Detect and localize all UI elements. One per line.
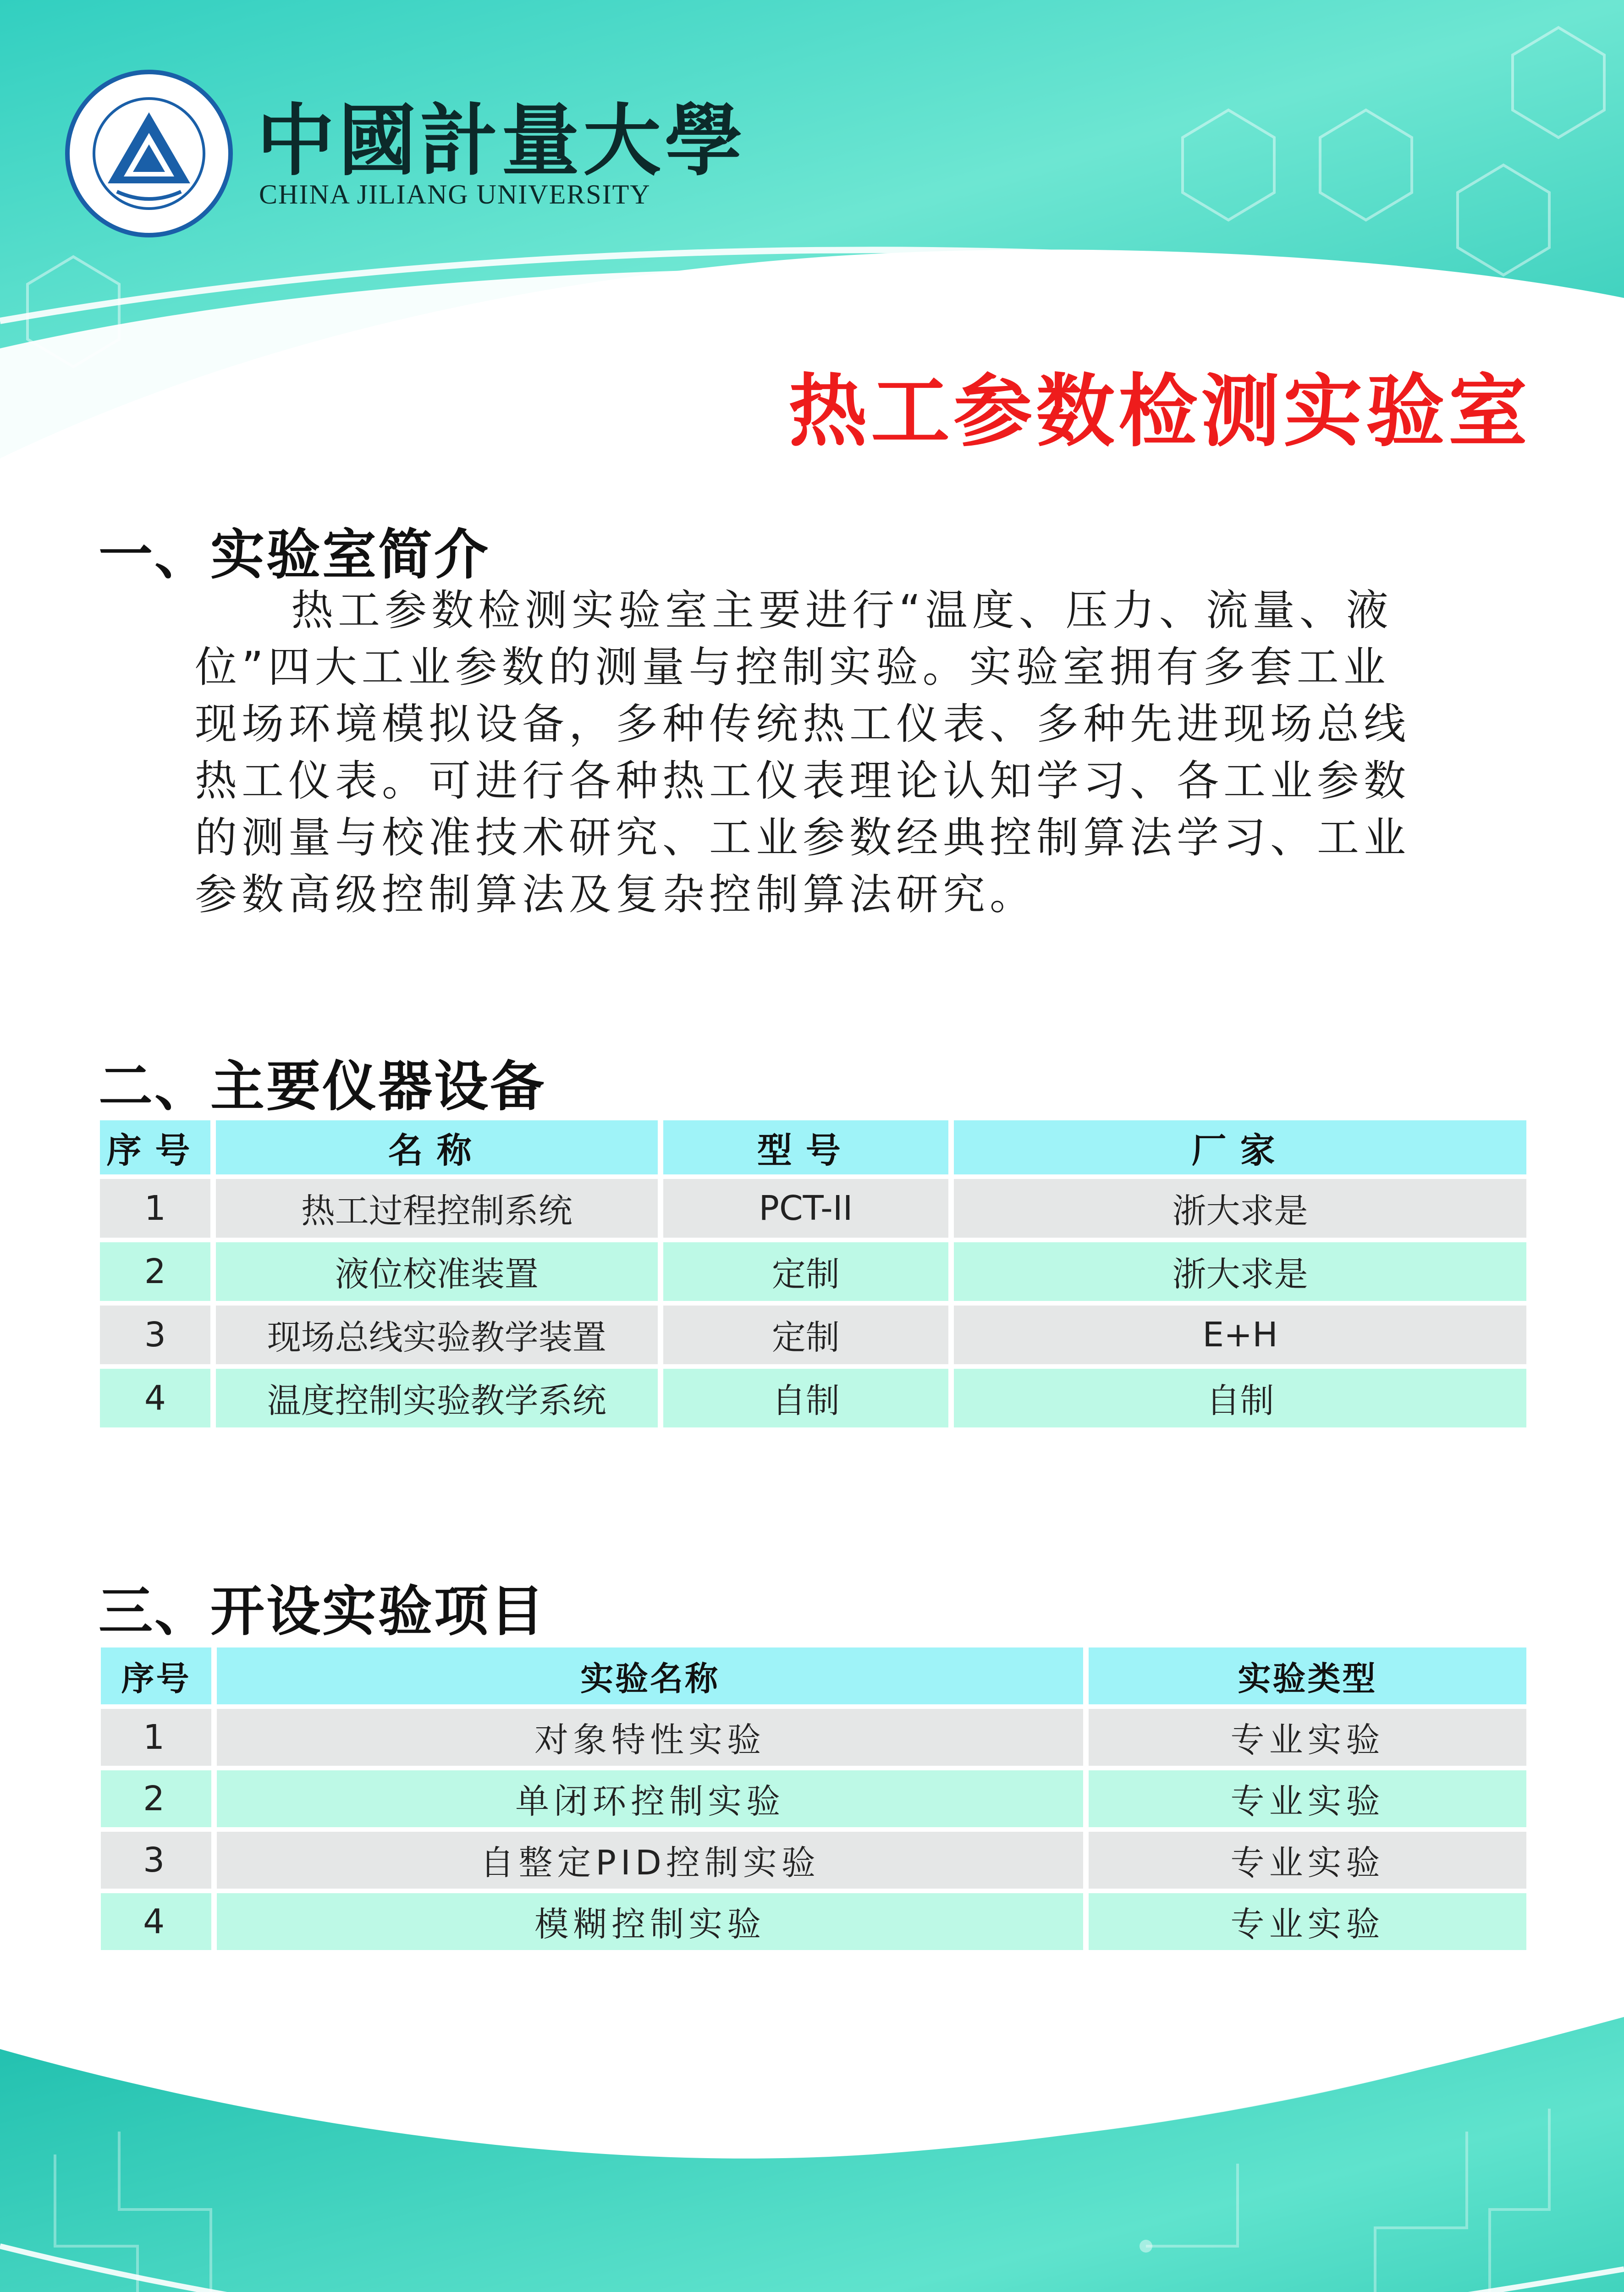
cell-model: PCT-II <box>663 1179 948 1238</box>
cell-index: 1 <box>101 1709 211 1766</box>
cell-experiment-name: 自整定PID控制实验 <box>217 1832 1083 1889</box>
cell-index: 4 <box>101 1893 211 1950</box>
equipment-table <box>94 1116 1532 1432</box>
col-header-experiment-type: 实验类型 <box>1089 1647 1526 1704</box>
experiments-table <box>95 1643 1532 1955</box>
table-row <box>101 1770 1526 1827</box>
cell-experiment-name: 对象特性实验 <box>217 1709 1083 1766</box>
cell-name: 液位校准装置 <box>216 1242 658 1301</box>
col-header-maker: 厂家 <box>954 1120 1526 1174</box>
cell-index: 4 <box>100 1369 210 1427</box>
cell-experiment-name: 模糊控制实验 <box>217 1893 1083 1950</box>
table-row <box>100 1242 1526 1301</box>
cell-experiment-type: 专业实验 <box>1089 1709 1526 1766</box>
cell-maker: 浙大求是 <box>954 1179 1526 1238</box>
cell-experiment-type: 专业实验 <box>1089 1832 1526 1889</box>
table-row <box>101 1893 1526 1950</box>
intro-body: 热工参数检测实验室主要进行“温度、压力、流量、液位”四大工业参数的测量与控制实验。实验室拥有多套工业现场环境模拟设备，多种传统热工仪表、多种先进现场总线热工仪表。可进行各种热工仪表理论认知学习、各工业参数的测量与校准技术研究、工业参数经典控制算法学习、工业参数高级控制算法及复杂控制算法研究。 <box>195 586 1411 919</box>
cell-index: 2 <box>101 1770 211 1827</box>
cell-maker: 自制 <box>954 1369 1526 1427</box>
cell-name: 现场总线实验教学装置 <box>216 1306 658 1364</box>
table-row <box>101 1832 1526 1889</box>
cell-index: 2 <box>100 1242 210 1301</box>
table-header-row <box>101 1647 1526 1704</box>
page-title: 热工参数检测实验室 <box>788 365 1531 457</box>
cell-model: 定制 <box>663 1306 948 1364</box>
cell-model: 定制 <box>663 1242 948 1301</box>
intro-heading: 一、实验室简介 <box>99 523 490 586</box>
cell-name: 热工过程控制系统 <box>216 1179 658 1238</box>
university-name-en: CHINA JILIANG UNIVERSITY <box>259 179 651 209</box>
table-header-row <box>100 1120 1526 1174</box>
table-row <box>100 1306 1526 1364</box>
col-header-index: 序号 <box>100 1120 210 1174</box>
equipment-heading: 二、主要仪器设备 <box>99 1055 546 1118</box>
cell-index: 3 <box>100 1306 210 1364</box>
col-header-name: 名称 <box>216 1120 658 1174</box>
cell-name: 温度控制实验教学系统 <box>216 1369 658 1427</box>
university-name-cn: 中國計量大學 <box>257 95 747 187</box>
cell-maker: E+H <box>954 1306 1526 1364</box>
col-header-experiment-name: 实验名称 <box>217 1647 1083 1704</box>
table-row <box>100 1179 1526 1238</box>
cell-index: 1 <box>100 1179 210 1238</box>
cell-model: 自制 <box>663 1369 948 1427</box>
table-row <box>100 1369 1526 1427</box>
col-header-model: 型号 <box>663 1120 948 1174</box>
col-header-index: 序号 <box>101 1647 211 1704</box>
experiments-heading: 三、开设实验项目 <box>99 1580 546 1643</box>
cell-maker: 浙大求是 <box>954 1242 1526 1301</box>
cell-experiment-type: 专业实验 <box>1089 1770 1526 1827</box>
cell-experiment-name: 单闭环控制实验 <box>217 1770 1083 1827</box>
university-seal-icon <box>64 69 234 238</box>
cell-experiment-type: 专业实验 <box>1089 1893 1526 1950</box>
cell-index: 3 <box>101 1832 211 1889</box>
university-logo <box>64 69 234 240</box>
table-row <box>101 1709 1526 1766</box>
